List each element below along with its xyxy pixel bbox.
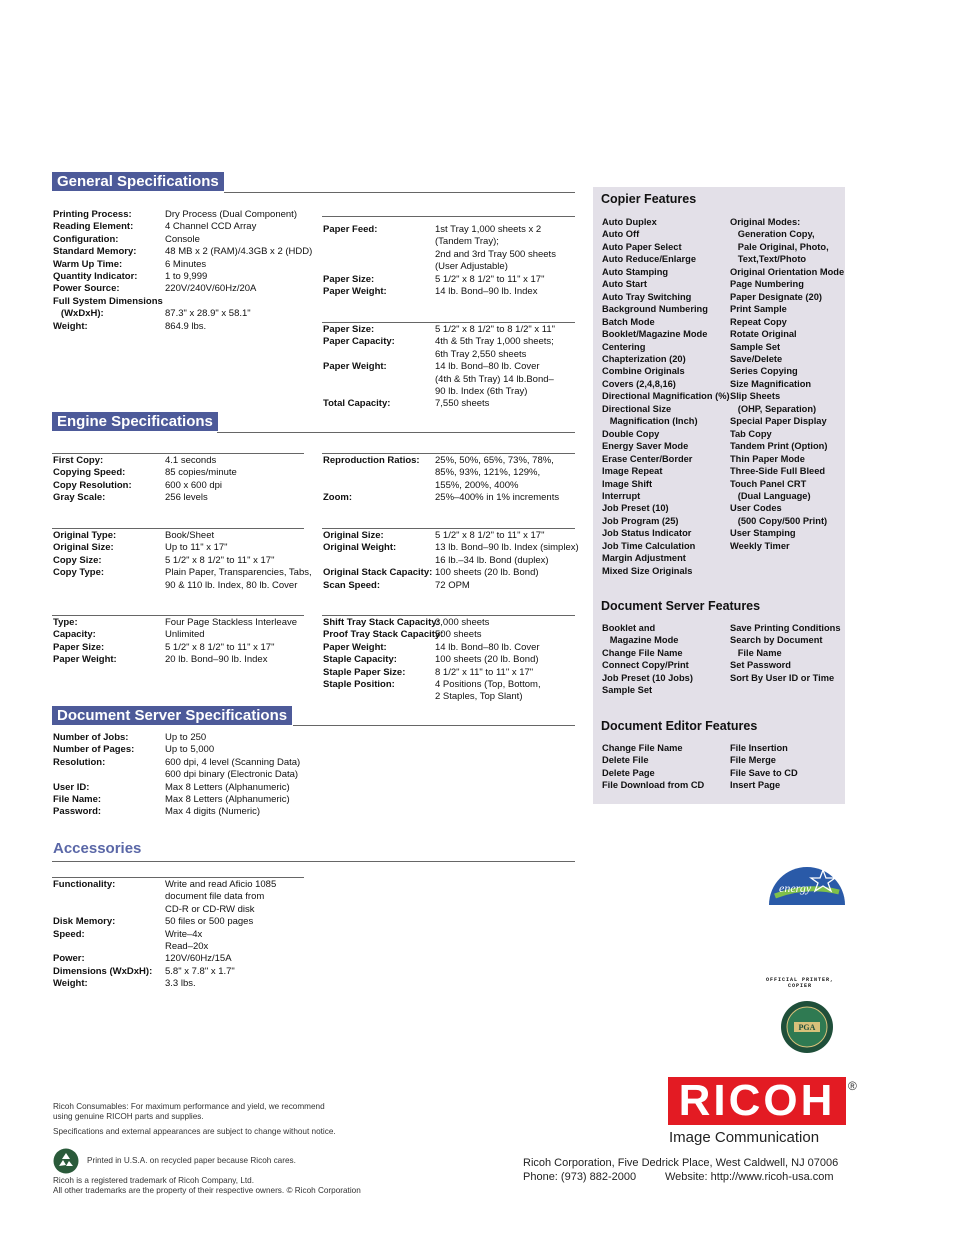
spec-value: 14 lb. Bond–80 lb. Cover	[435, 641, 540, 653]
accessories-specs	[53, 879, 276, 991]
document-server-features-col2: Save Printing Conditions Search by Document File Name Set Password Sort By User ID or Time	[730, 623, 841, 683]
spec-label: Staple Capacity:	[323, 654, 397, 666]
divider	[322, 216, 575, 217]
spec-row	[53, 567, 312, 592]
divider	[52, 453, 304, 454]
divider	[52, 528, 304, 529]
spec-row	[323, 398, 555, 410]
spec-row	[323, 324, 555, 336]
registered-mark: ®	[848, 1079, 857, 1093]
spec-row	[323, 580, 579, 592]
spec-value: 6 Minutes	[165, 258, 207, 270]
spec-value: Up to 5,000	[165, 744, 215, 756]
spec-label: Original Weight:	[323, 542, 397, 554]
spec-label: Weight:	[53, 320, 88, 332]
spec-row	[323, 654, 541, 666]
spec-row	[53, 209, 312, 221]
change-notice: Specifications and external appearances are subject to change without notice.	[53, 1127, 336, 1136]
spec-row	[53, 929, 276, 954]
spec-value: 20 lb. Bond–90 lb. Index	[165, 654, 268, 666]
spec-label: Paper Size:	[323, 273, 375, 285]
spec-row	[53, 916, 276, 928]
spec-label: Reproduction Ratios:	[323, 455, 420, 466]
spec-label: Power:	[53, 953, 85, 965]
spec-label: Proof Tray Stack Capacity:	[323, 629, 444, 641]
spec-row	[53, 953, 276, 965]
spec-value: 5 1/2" x 8 1/2" to 11" x 17"	[165, 641, 275, 653]
spec-value: 48 MB x 2 (RAM)/4.3GB x 2 (HDD)	[165, 246, 313, 258]
divider	[52, 861, 575, 862]
spec-value: 1st Tray 1,000 sheets x 2 (Tandem Tray); 2nd and 3rd Tray 500 sheets (User Adjustable)	[435, 224, 556, 273]
spec-label: Original Size:	[53, 542, 114, 554]
spec-value: Book/Sheet	[165, 530, 215, 541]
accessories-header: Accessories	[53, 840, 142, 857]
general-specs-header: General Specifications	[52, 172, 224, 191]
spec-value: 4 Positions (Top, Bottom, 2 Staples, Top Slant)	[435, 679, 541, 703]
spec-label: Copy Resolution:	[53, 479, 132, 491]
spec-label: Paper Feed:	[323, 224, 378, 235]
spec-value: 100 sheets (20 lb. Bond)	[435, 567, 539, 579]
spec-row	[53, 744, 300, 756]
spec-row	[323, 274, 556, 286]
spec-value: Write–4x Read–20x	[165, 928, 209, 953]
spec-value: Plain Paper, Transparencies, Tabs, 90 & 110 lb. Index, 80 lb. Cover	[165, 567, 312, 591]
document-server-features-title: Document Server Features	[601, 599, 761, 613]
spec-row	[323, 542, 579, 567]
spec-value: 100 sheets (20 lb. Bond)	[435, 654, 539, 666]
spec-label: Standard Memory:	[53, 246, 137, 258]
engine-specs-header: Engine Specifications	[52, 412, 218, 431]
spec-label: Gray Scale:	[53, 492, 106, 504]
company-phone: Phone: (973) 882-2000	[523, 1171, 637, 1183]
spec-label: Copy Size:	[53, 554, 102, 566]
spec-row	[53, 757, 300, 782]
spec-row	[53, 732, 300, 744]
spec-row	[53, 794, 300, 806]
copier-features-col2: Original Modes: Generation Copy, Pale Original, Photo, Text,Text/Photo Original Orientation Mode Page Numbering Paper Designate (20) Print Sample Repeat Copy Rotate Original Sample Set Save/Delete Series Copying Size Magnification Slip Sheets (OHP, Separation) Special Paper Display Tab Copy Tandem Print (Option) Thin Paper Mode Three-Side Full Bleed Touch Panel CRT (Dual Language) User Codes (500 Copy/500 Print) User Stamping Weekly Timer	[730, 217, 845, 551]
spec-row	[323, 286, 556, 298]
spec-row	[323, 629, 541, 641]
spec-value: Max 4 digits (Numeric)	[165, 806, 261, 818]
spec-row	[323, 679, 541, 704]
company-website: Website: http://www.ricoh-usa.com	[665, 1171, 834, 1183]
divider	[293, 725, 575, 726]
spec-row	[323, 617, 541, 629]
spec-row	[53, 879, 276, 916]
divider	[217, 432, 575, 433]
spec-row	[53, 246, 312, 258]
ricoh-logo-text: RICOH	[678, 1076, 836, 1125]
engine-specs-finisher	[323, 617, 541, 704]
divider	[322, 528, 575, 529]
engine-specs-original	[53, 530, 312, 592]
spec-value: 864.9 lbs.	[165, 320, 207, 332]
spec-row	[323, 642, 541, 654]
spec-label: Number of Jobs:	[53, 732, 129, 743]
consumables-note: Ricoh Consumables: For maximum performance and yield, we recommend using genuine RICOH parts and supplies.	[53, 1102, 325, 1121]
spec-label: Power Source:	[53, 283, 120, 295]
engine-specs-scan	[323, 530, 579, 592]
general-specs-paper-capacity	[323, 324, 555, 411]
spec-value: 5 1/2" x 8 1/2" to 11" x 17"	[165, 554, 275, 566]
spec-label: Staple Position:	[323, 679, 395, 691]
spec-value: Dry Process (Dual Component)	[165, 209, 297, 220]
spec-value: 4.1 seconds	[165, 455, 217, 466]
spec-value: 256 levels	[165, 492, 208, 504]
spec-value: 50 files or 500 pages	[165, 916, 254, 928]
pga-official-printer-note: OFFICIAL PRINTER, COPIER	[765, 977, 834, 989]
spec-label: Paper Weight:	[323, 641, 387, 653]
spec-value: 14 lb. Bond–90 lb. Index	[435, 286, 538, 298]
spec-row	[53, 530, 312, 542]
spec-row	[53, 259, 312, 271]
spec-value: 4 Channel CCD Array	[165, 221, 257, 233]
recycle-icon	[53, 1148, 79, 1174]
spec-value: Write and read Aficio 1085 document file data from CD-R or CD-RW disk	[165, 879, 277, 915]
spec-value: Up to 250	[165, 732, 207, 743]
spec-value: 8 1/2" x 11" to 11" x 17"	[435, 666, 534, 678]
document-server-specs-header: Document Server Specifications	[52, 706, 292, 725]
spec-label: Warm Up Time:	[53, 258, 123, 270]
spec-label: Total Capacity:	[323, 398, 391, 410]
pga-seal-icon	[780, 1000, 834, 1054]
spec-label: Functionality:	[53, 879, 116, 890]
spec-label: Copy Type:	[53, 567, 105, 579]
spec-label: Scan Speed:	[323, 579, 381, 591]
divider	[52, 877, 304, 878]
energy-star-logo	[767, 866, 847, 906]
spec-row	[323, 336, 555, 361]
spec-row	[53, 296, 312, 321]
document-server-specs	[53, 732, 300, 819]
spec-label: Speed:	[53, 928, 85, 940]
spec-row	[53, 617, 297, 629]
spec-label: Capacity:	[53, 629, 96, 641]
spec-value: 5 1/2" x 8 1/2" to 8 1/2" x 11"	[435, 324, 555, 335]
spec-value: 5.8" x 7.8" x 1.7"	[165, 965, 235, 977]
spec-row	[53, 654, 297, 666]
spec-value: 7,550 sheets	[435, 398, 490, 410]
spec-label: Paper Capacity:	[323, 336, 395, 348]
spec-label: Weight:	[53, 978, 88, 990]
spec-row	[53, 806, 300, 818]
spec-label: Type:	[53, 617, 78, 628]
spec-label: Printing Process:	[53, 209, 132, 220]
spec-label: User ID:	[53, 781, 90, 793]
spec-label: First Copy:	[53, 455, 104, 466]
spec-row	[323, 567, 579, 579]
spec-row	[323, 530, 579, 542]
svg-text:PGA: PGA	[798, 1023, 816, 1032]
spec-row	[323, 224, 556, 274]
general-specs-left	[53, 209, 312, 333]
spec-row	[53, 234, 312, 246]
spec-label: Shift Tray Stack Capacity:	[323, 617, 440, 628]
divider	[322, 453, 575, 454]
spec-label: Original Type:	[53, 530, 117, 541]
spec-label: Copying Speed:	[53, 467, 126, 479]
spec-row	[53, 492, 237, 504]
spec-label: Dimensions (WxDxH):	[53, 965, 153, 977]
engine-specs-copy	[53, 455, 237, 505]
engine-specs-output	[53, 617, 297, 667]
spec-label: Paper Size:	[323, 324, 375, 335]
spec-label: Staple Paper Size:	[323, 666, 406, 678]
spec-row	[323, 455, 559, 492]
spec-label: Full System Dimensions (WxDxH):	[53, 295, 163, 320]
spec-row	[323, 667, 541, 679]
spec-label: Zoom:	[323, 492, 353, 504]
spec-row	[53, 629, 297, 641]
spec-value: 5 1/2" x 8 1/2" to 11" x 17"	[435, 273, 545, 285]
spec-value: 4th & 5th Tray 1,000 sheets; 6th Tray 2,550 sheets	[435, 336, 554, 360]
trademark-note: Ricoh is a registered trademark of Ricoh Company, Ltd. All other trademarks are the property of their respective owners. © Ricoh Corporation	[53, 1176, 361, 1195]
spec-value: 1 to 9,999	[165, 271, 208, 283]
divider	[224, 192, 575, 193]
spec-value: 600 dpi, 4 level (Scanning Data) 600 dpi binary (Electronic Data)	[165, 756, 301, 781]
spec-label: File Name:	[53, 794, 102, 806]
spec-row	[53, 467, 237, 479]
spec-label: Resolution:	[53, 756, 106, 768]
spec-label: Disk Memory:	[53, 916, 116, 928]
spec-row	[323, 492, 559, 504]
spec-value: 120V/60Hz/15A	[165, 953, 232, 965]
spec-row	[53, 271, 312, 283]
engine-specs-ratios	[323, 455, 559, 505]
spec-value: 3,000 sheets	[435, 617, 490, 628]
spec-label: Original Size:	[323, 530, 384, 541]
spec-value: 72 OPM	[435, 579, 470, 591]
spec-row	[53, 221, 312, 233]
divider	[322, 322, 575, 323]
spec-value: Max 8 Letters (Alphanumeric)	[165, 781, 290, 793]
spec-label: Paper Weight:	[323, 286, 387, 298]
document-editor-features-col1: Change File Name Delete File Delete Page File Download from CD	[602, 743, 705, 791]
spec-row	[53, 966, 276, 978]
spec-row	[53, 321, 312, 333]
spec-value: 14 lb. Bond–80 lb. Cover (4th & 5th Tray) 14 lb.Bond– 90 lb. Index (6th Tray)	[435, 361, 554, 398]
spec-row	[53, 455, 237, 467]
spec-row	[53, 782, 300, 794]
spec-label: Original Stack Capacity:	[323, 567, 433, 579]
spec-value: 3.3 lbs.	[165, 978, 196, 990]
spec-label: Configuration:	[53, 233, 119, 245]
company-address: Ricoh Corporation, Five Dedrick Place, West Caldwell, NJ 07006	[523, 1157, 839, 1169]
spec-value: Console	[165, 233, 200, 245]
spec-value: Max 8 Letters (Alphanumeric)	[165, 794, 290, 806]
spec-value: Unlimited	[165, 629, 205, 641]
spec-value: 25%–400% in 1% increments	[435, 492, 560, 504]
document-editor-features-title: Document Editor Features	[601, 719, 758, 733]
spec-value: 500 sheets	[435, 629, 482, 641]
copier-features-title: Copier Features	[601, 192, 697, 206]
spec-row	[53, 642, 297, 654]
spec-value: 25%, 50%, 65%, 73%, 78%, 85%, 93%, 121%, 129%, 155%, 200%, 400%	[435, 455, 554, 491]
recycled-paper-note: Printed in U.S.A. on recycled paper because Ricoh cares.	[87, 1156, 296, 1165]
spec-label: Paper Size:	[53, 641, 105, 653]
spec-value: Up to 11" x 17"	[165, 542, 228, 554]
spec-value: 600 x 600 dpi	[165, 479, 223, 491]
divider	[322, 615, 575, 616]
document-editor-features-col2: File Insertion File Merge File Save to CD Insert Page	[730, 743, 798, 791]
spec-value: Four Page Stackless Interleave	[165, 617, 298, 628]
spec-value: 85 copies/minute	[165, 467, 237, 479]
spec-value: 13 lb. Bond–90 lb. Index (simplex) 16 lb.–34 lb. Bond (duplex)	[435, 542, 579, 566]
spec-row	[53, 542, 312, 554]
spec-row	[323, 361, 555, 398]
spec-label: Password:	[53, 806, 102, 818]
spec-value: 220V/240V/60Hz/20A	[165, 283, 257, 295]
document-server-features-col1: Booklet and Magazine Mode Change File Name Connect Copy/Print Job Preset (10 Jobs) Sample Set	[602, 623, 693, 696]
ricoh-tagline: Image Communication	[669, 1129, 820, 1146]
divider	[52, 615, 304, 616]
spec-row	[53, 978, 276, 990]
spec-label: Quantity Indicator:	[53, 271, 138, 283]
features-panel	[593, 187, 845, 804]
spec-label: Paper Weight:	[323, 361, 387, 373]
spec-row	[53, 480, 237, 492]
spec-value: 5 1/2" x 8 1/2" to 11" x 17"	[435, 530, 545, 541]
copier-features-col1: Auto Duplex Auto Off Auto Paper Select Auto Reduce/Enlarge Auto Stamping Auto Start Auto Tray Switching Background Numbering Batch Mode Booklet/Magazine Mode Centering Chapterization (20) Combine Originals Covers (2,4,8,16) Directional Magnification (%) Directional Size Magnification (Inch) Double Copy Energy Saver Mode Erase Center/Border Image Repeat Image Shift Interrupt Job Preset (10) Job Program (25) Job Status Indicator Job Time Calculation Margin Adjustment Mixed Size Originals	[602, 217, 730, 576]
spec-row	[53, 555, 312, 567]
svg-text:energy: energy	[779, 881, 812, 895]
spec-row	[53, 283, 312, 295]
spec-label: Number of Pages:	[53, 744, 135, 756]
spec-label: Paper Weight:	[53, 654, 117, 666]
spec-value: 87.3" x 28.9" x 58.1"	[165, 308, 251, 320]
general-specs-paper-feed	[323, 224, 556, 298]
spec-label: Reading Element:	[53, 221, 134, 233]
